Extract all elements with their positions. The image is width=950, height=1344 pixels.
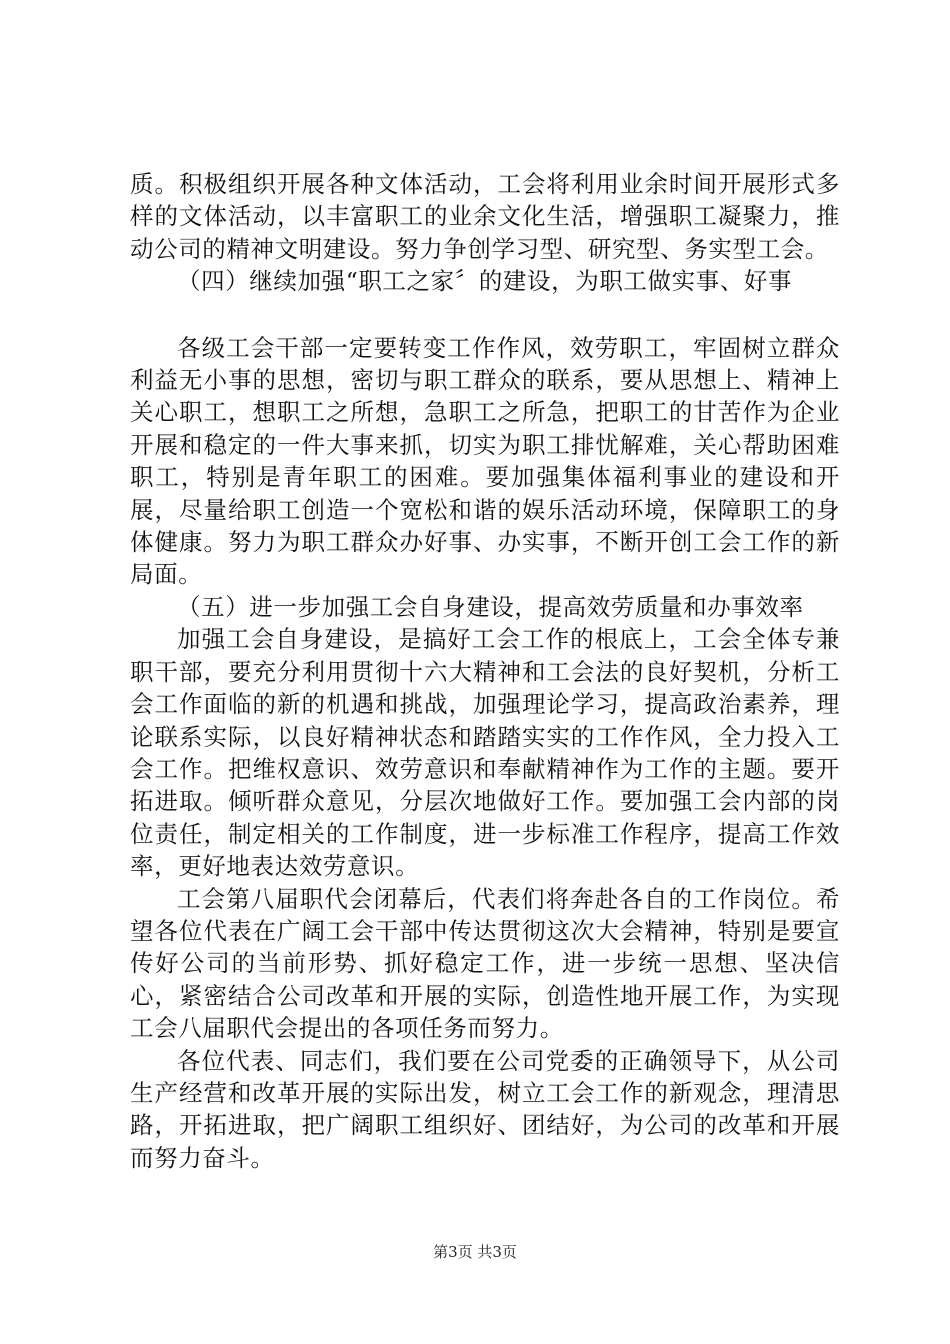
paragraph-congress-closing: 工会第八届职代会闭幕后，代表们将奔赴各自的工作岗位。希望各位代表在广阔工会干部中传达贯彻这次大会精神，特别是要宣传好公司的当前形势、抓好稳定工作，进一步统一思想、坚决信心，紧密结合公司改革和开展的实际，创造性地开展工作，为实现工会八届职代会提出的各项任务而努力。 <box>130 884 840 1043</box>
paragraph-conclusion: 各位代表、同志们，我们要在公司党委的正确领导下，从公司生产经营和改革开展的实际出发，树立工会工作的新观念，理清思路，开拓进取，把广阔职工组织好、团结好，为公司的改革和开展而努力奋斗。 <box>130 1046 840 1172</box>
page-footer: 第3页 共3页 <box>433 1243 517 1261</box>
paragraph-continuation: 质。积极组织开展各种文体活动，工会将利用业余时间开展形式多样的文体活动，以丰富职工的业余文化生活，增强职工凝聚力，推动公司的精神文明建设。努力争创学习型、研究型、务实型工会。 <box>130 170 840 263</box>
blank-line <box>130 298 840 332</box>
paragraph-cadre-work-style: 各级工会干部一定要转变工作作风，效劳职工，牢固树立群众利益无小事的思想，密切与职工群众的联系，要从思想上、精神上关心职工，想职工之所想，急职工之所急，把职工的甘苦作为企业开展和稳定的一件大事来抓，切实为职工排忧解难，关心帮助困难职工，特别是青年职工的困难。要加强集体福利事业的建设和开展，尽量给职工创造一个宽松和谐的娱乐活动环境，保障职工的身体健康。努力为职工群众办好事、办实事，不断开创工会工作的新局面。 <box>130 333 840 589</box>
section-heading-5: （五）进一步加强工会自身建设，提高效劳质量和办事效率 <box>177 592 804 621</box>
paragraph-self-construction: 加强工会自身建设，是搞好工会工作的根底上，工会全体专兼职干部，要充分利用贯彻十六大精神和工会法的良好契机，分析工会工作面临的新的机遇和挑战，加强理论学习，提高政治素养，理论联系实际，以良好精神状态和踏踏实实的工作作风，全力投入工会工作。把维权意识、效劳意识和奉献精神作为工作的主题。要开拓进取。倾听群众意见，分层次地做好工作。要加强工会内部的岗位责任，制定相关的工作制度，进一步标准工作程序，提高工作效率，更好地表达效劳意识。 <box>130 625 840 881</box>
section-heading-4: （四）继续加强“职工之家〞的建设，为职工做实事、好事 <box>177 267 793 296</box>
document-body <box>130 168 840 1174</box>
